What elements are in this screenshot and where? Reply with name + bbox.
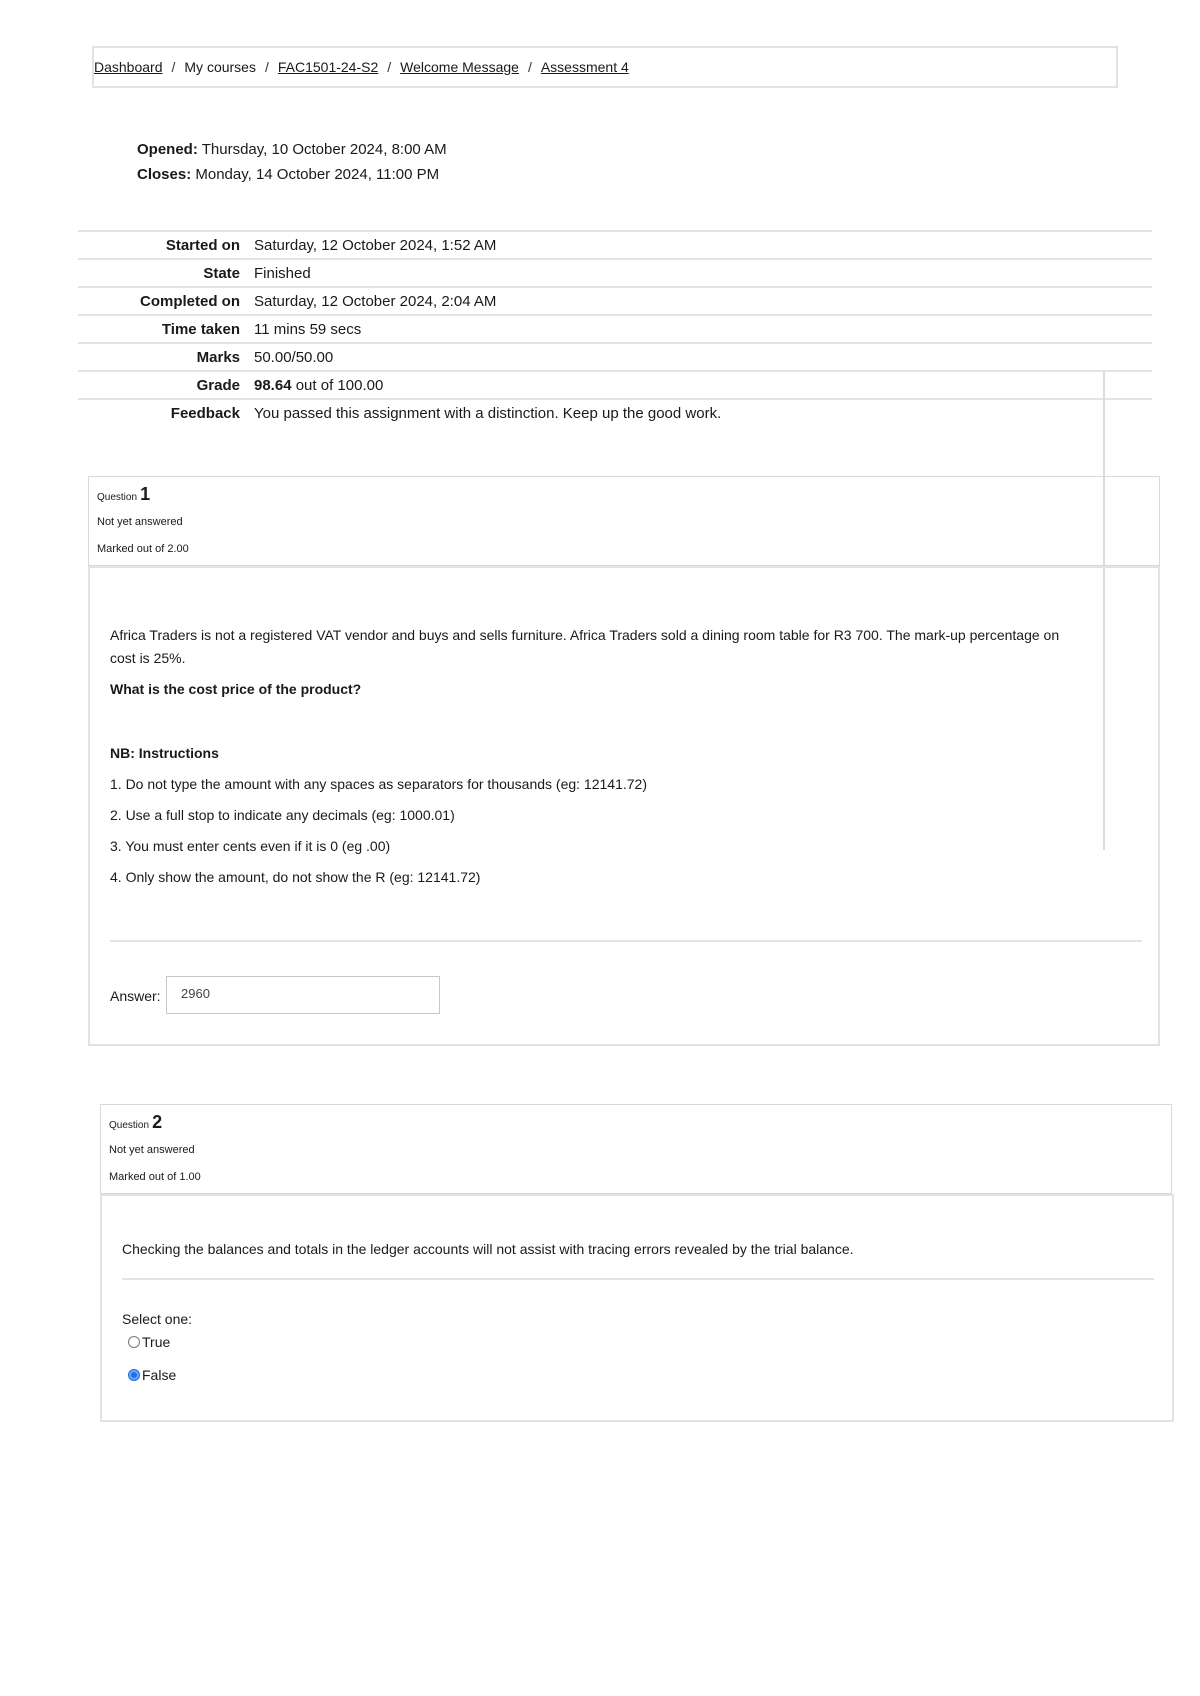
summary-row-grade (78, 371, 1152, 399)
completed-label: Completed on (78, 287, 254, 315)
closes-label: Closes: (137, 166, 192, 183)
feedback-value: You passed this assignment with a distinction. Keep up the good work. (254, 399, 1152, 426)
question-1-text-line-2: cost is 25%. (110, 650, 186, 666)
grade-value (254, 371, 1152, 399)
question-2-content (100, 1194, 1174, 1422)
option-false-label: False (142, 1367, 177, 1383)
summary-row-started (78, 231, 1152, 259)
marks-label: Marks (78, 343, 254, 371)
grade-score: 98.64 (254, 376, 292, 394)
breadcrumb-assessment[interactable]: Assessment 4 (540, 59, 629, 75)
question-1-content (88, 566, 1160, 1046)
question-1-text-line-1: Africa Traders is not a registered VAT vendor and buys and sells furniture. Africa Traders sold a dining room table for R3 700. The mark-up percentage on (110, 627, 1060, 643)
question-1-divider (110, 940, 1142, 942)
closes-row (137, 162, 447, 187)
feedback-label: Feedback (78, 399, 254, 426)
state-label: State (78, 259, 254, 287)
summary-row-feedback (78, 399, 1152, 426)
instruction-1: 1. Do not type the amount with any spaces as separators for thousands (eg: 12141.72) (110, 776, 647, 792)
completed-value: Saturday, 12 October 2024, 2:04 AM (254, 287, 1152, 315)
breadcrumb-separator: / (171, 59, 176, 75)
question-1-status: Not yet answered (97, 516, 183, 528)
breadcrumb-my-courses: My courses (184, 59, 256, 75)
started-value: Saturday, 12 October 2024, 1:52 AM (254, 231, 1152, 259)
question-2-text: Checking the balances and totals in the ledger accounts will not assist with tracing errors revealed by the trial balance. (122, 1241, 854, 1257)
started-label: Started on (78, 231, 254, 259)
instruction-3: 3. You must enter cents even if it is 0 (eg .00) (110, 838, 391, 854)
opened-row (137, 137, 447, 162)
breadcrumb (92, 46, 1118, 88)
opened-value: Thursday, 10 October 2024, 8:00 AM (201, 141, 447, 158)
radio-false-selected[interactable] (128, 1369, 140, 1381)
option-true-label: True (142, 1334, 171, 1350)
instructions-title: NB: Instructions (110, 745, 219, 761)
question-1-text (110, 624, 1150, 889)
question-1-prompt: What is the cost price of the product? (110, 681, 362, 697)
breadcrumb-separator: / (264, 59, 269, 75)
question-1-info (88, 476, 1160, 566)
grade-label: Grade (78, 371, 254, 399)
time-taken-label: Time taken (78, 315, 254, 343)
summary-row-time (78, 315, 1152, 343)
attempt-summary-table (78, 230, 1152, 426)
summary-row-state (78, 259, 1152, 287)
marks-value: 50.00/50.00 (254, 343, 1152, 371)
summary-row-marks (78, 343, 1152, 371)
select-one-label: Select one: (122, 1311, 193, 1327)
question-2-info (100, 1104, 1172, 1194)
breadcrumb-course[interactable]: FAC1501-24-S2 (277, 59, 379, 75)
state-value: Finished (254, 259, 1152, 287)
question-2-number: 2 (152, 1112, 163, 1132)
opened-label: Opened: (137, 141, 198, 158)
question-2-divider (122, 1278, 1154, 1280)
closes-value: Monday, 14 October 2024, 11:00 PM (195, 166, 440, 183)
breadcrumb-separator: / (527, 59, 532, 75)
question-2-label: Question (109, 1120, 150, 1131)
question-2-marks: Marked out of 1.00 (109, 1171, 201, 1183)
time-taken-value: 11 mins 59 secs (254, 315, 1152, 343)
assessment-dates (137, 137, 447, 187)
option-false[interactable] (128, 1367, 176, 1383)
instruction-4: 4. Only show the amount, do not show the R (eg: 12141.72) (110, 869, 481, 885)
breadcrumb-welcome-message[interactable]: Welcome Message (400, 59, 519, 75)
instruction-2: 2. Use a full stop to indicate any decimals (eg: 1000.01) (110, 807, 455, 823)
question-1-number: 1 (140, 484, 151, 504)
answer-input[interactable]: 2960 (166, 976, 440, 1014)
breadcrumb-separator: / (387, 59, 392, 75)
question-1-label: Question (97, 492, 138, 503)
breadcrumb-dashboard[interactable]: Dashboard (94, 59, 163, 75)
summary-row-completed (78, 287, 1152, 315)
answer-label: Answer: (110, 988, 161, 1004)
grade-suffix: out of 100.00 (295, 376, 384, 394)
question-2-status: Not yet answered (109, 1144, 195, 1156)
radio-true[interactable] (128, 1336, 140, 1348)
option-true[interactable] (128, 1334, 170, 1350)
question-1-marks: Marked out of 2.00 (97, 543, 189, 555)
